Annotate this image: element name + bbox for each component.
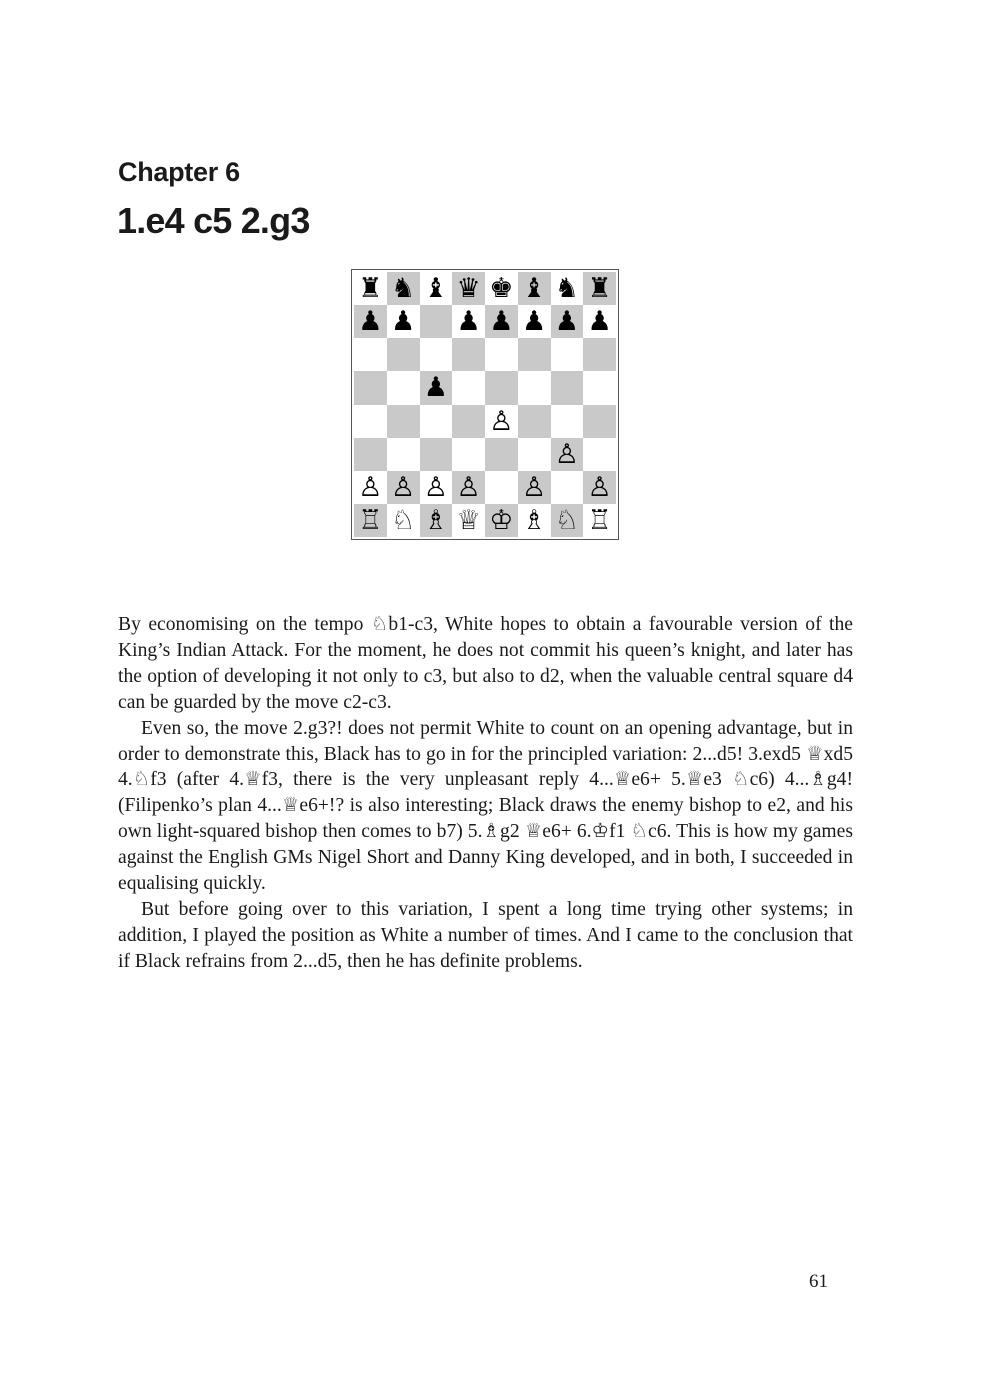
square-g2	[551, 471, 584, 504]
chess-diagram	[351, 269, 619, 540]
black-pawn-icon: ♟	[489, 306, 514, 338]
square-b8	[387, 272, 420, 305]
square-f5	[518, 371, 551, 404]
square-h6	[583, 338, 616, 371]
square-e3	[485, 438, 518, 471]
white-knight-icon: ♘	[391, 504, 416, 536]
chapter-label: Chapter 6	[118, 157, 240, 187]
square-g4	[551, 405, 584, 438]
square-b1	[387, 504, 420, 537]
square-a5	[354, 371, 387, 404]
square-d1	[452, 504, 485, 537]
square-h4	[583, 405, 616, 438]
chapter-title: 1.e4 c5 2.g3	[117, 200, 310, 241]
square-a8	[354, 272, 387, 305]
square-a3	[354, 438, 387, 471]
black-pawn-icon: ♟	[554, 306, 579, 338]
white-knight-icon: ♘	[554, 504, 579, 536]
square-c6	[420, 338, 453, 371]
square-e1	[485, 504, 518, 537]
square-h7	[583, 305, 616, 338]
square-e7	[485, 305, 518, 338]
square-c2	[420, 471, 453, 504]
white-pawn-icon: ♙	[587, 471, 612, 503]
white-rook-icon: ♖	[358, 504, 383, 536]
square-e6	[485, 338, 518, 371]
black-knight-icon: ♞	[391, 273, 416, 305]
square-d7	[452, 305, 485, 338]
square-a4	[354, 405, 387, 438]
square-d2	[452, 471, 485, 504]
square-d3	[452, 438, 485, 471]
paragraph: Even so, the move 2.g3?! does not permit White to count on an opening advantage, but in order to demonstrate this, Black has to go in for the principled variation: 2...d5! 3.exd5 ♕xd5 4.♘f3 (after 4.♕f3, there is the very unpleasant reply 4...♕e6+ 5.♕e3 ♘c6) 4...♗g4! (Filipenko’s plan 4...♕e6+!? is also interesting; Black draws the enemy bishop to e2, and his own light-squared bishop then comes to b7) 5.♗g2 ♕e6+ 6.♔f1 ♘c6. This is how my games against the English GMs Nigel Short and Danny King developed, and in both, I succeeded in equalising quickly.	[118, 717, 853, 895]
square-f8	[518, 272, 551, 305]
square-a1	[354, 504, 387, 537]
square-f4	[518, 405, 551, 438]
black-knight-icon: ♞	[554, 273, 579, 305]
square-f2	[518, 471, 551, 504]
white-pawn-icon: ♙	[423, 471, 448, 503]
square-g3	[551, 438, 584, 471]
square-e4	[485, 405, 518, 438]
square-b2	[387, 471, 420, 504]
black-pawn-icon: ♟	[522, 306, 547, 338]
white-pawn-icon: ♙	[554, 438, 579, 470]
square-d4	[452, 405, 485, 438]
white-bishop-icon: ♗	[522, 504, 547, 536]
black-king-icon: ♚	[489, 273, 514, 305]
square-c5	[420, 371, 453, 404]
square-g1	[551, 504, 584, 537]
paragraph: By economising on the tempo ♘b1-c3, White hopes to obtain a favourable version of the King’s Indian Attack. For the moment, he does not commit his queen’s knight, and later has the option of developing it not only to c3, but also to d2, when the valuable central square d4 can be guarded by the move c2-c3.	[118, 614, 853, 713]
square-b7	[387, 305, 420, 338]
page-number: 61	[809, 1271, 828, 1292]
black-bishop-icon: ♝	[522, 273, 547, 305]
white-pawn-icon: ♙	[522, 471, 547, 503]
black-pawn-icon: ♟	[423, 372, 448, 404]
square-h1	[583, 504, 616, 537]
square-g8	[551, 272, 584, 305]
square-d8	[452, 272, 485, 305]
body-text	[118, 612, 853, 975]
white-queen-icon: ♕	[456, 504, 481, 536]
square-b5	[387, 371, 420, 404]
square-c8	[420, 272, 453, 305]
square-b3	[387, 438, 420, 471]
square-f1	[518, 504, 551, 537]
square-h8	[583, 272, 616, 305]
square-c3	[420, 438, 453, 471]
black-pawn-icon: ♟	[358, 306, 383, 338]
black-rook-icon: ♜	[358, 273, 383, 305]
black-pawn-icon: ♟	[587, 306, 612, 338]
square-h5	[583, 371, 616, 404]
square-a6	[354, 338, 387, 371]
square-b4	[387, 405, 420, 438]
black-pawn-icon: ♟	[391, 306, 416, 338]
white-bishop-icon: ♗	[423, 504, 448, 536]
square-g6	[551, 338, 584, 371]
white-king-icon: ♔	[489, 504, 514, 536]
square-c7	[420, 305, 453, 338]
black-pawn-icon: ♟	[456, 306, 481, 338]
square-e2	[485, 471, 518, 504]
square-e8	[485, 272, 518, 305]
square-h3	[583, 438, 616, 471]
white-pawn-icon: ♙	[489, 405, 514, 437]
square-h2	[583, 471, 616, 504]
white-pawn-icon: ♙	[456, 471, 481, 503]
square-c4	[420, 405, 453, 438]
white-pawn-icon: ♙	[358, 471, 383, 503]
square-a2	[354, 471, 387, 504]
paragraph: But before going over to this variation, I spent a long time trying other systems; in addition, I played the position as White a number of times. And I came to the conclusion that if Black refrains from 2...d5, then he has definite problems.	[118, 898, 853, 972]
square-f6	[518, 338, 551, 371]
square-f3	[518, 438, 551, 471]
black-queen-icon: ♛	[456, 273, 481, 305]
square-d6	[452, 338, 485, 371]
white-pawn-icon: ♙	[391, 471, 416, 503]
square-d5	[452, 371, 485, 404]
square-b6	[387, 338, 420, 371]
square-e5	[485, 371, 518, 404]
square-g7	[551, 305, 584, 338]
black-bishop-icon: ♝	[423, 273, 448, 305]
black-rook-icon: ♜	[587, 273, 612, 305]
square-g5	[551, 371, 584, 404]
square-f7	[518, 305, 551, 338]
white-rook-icon: ♖	[587, 504, 612, 536]
square-c1	[420, 504, 453, 537]
square-a7	[354, 305, 387, 338]
